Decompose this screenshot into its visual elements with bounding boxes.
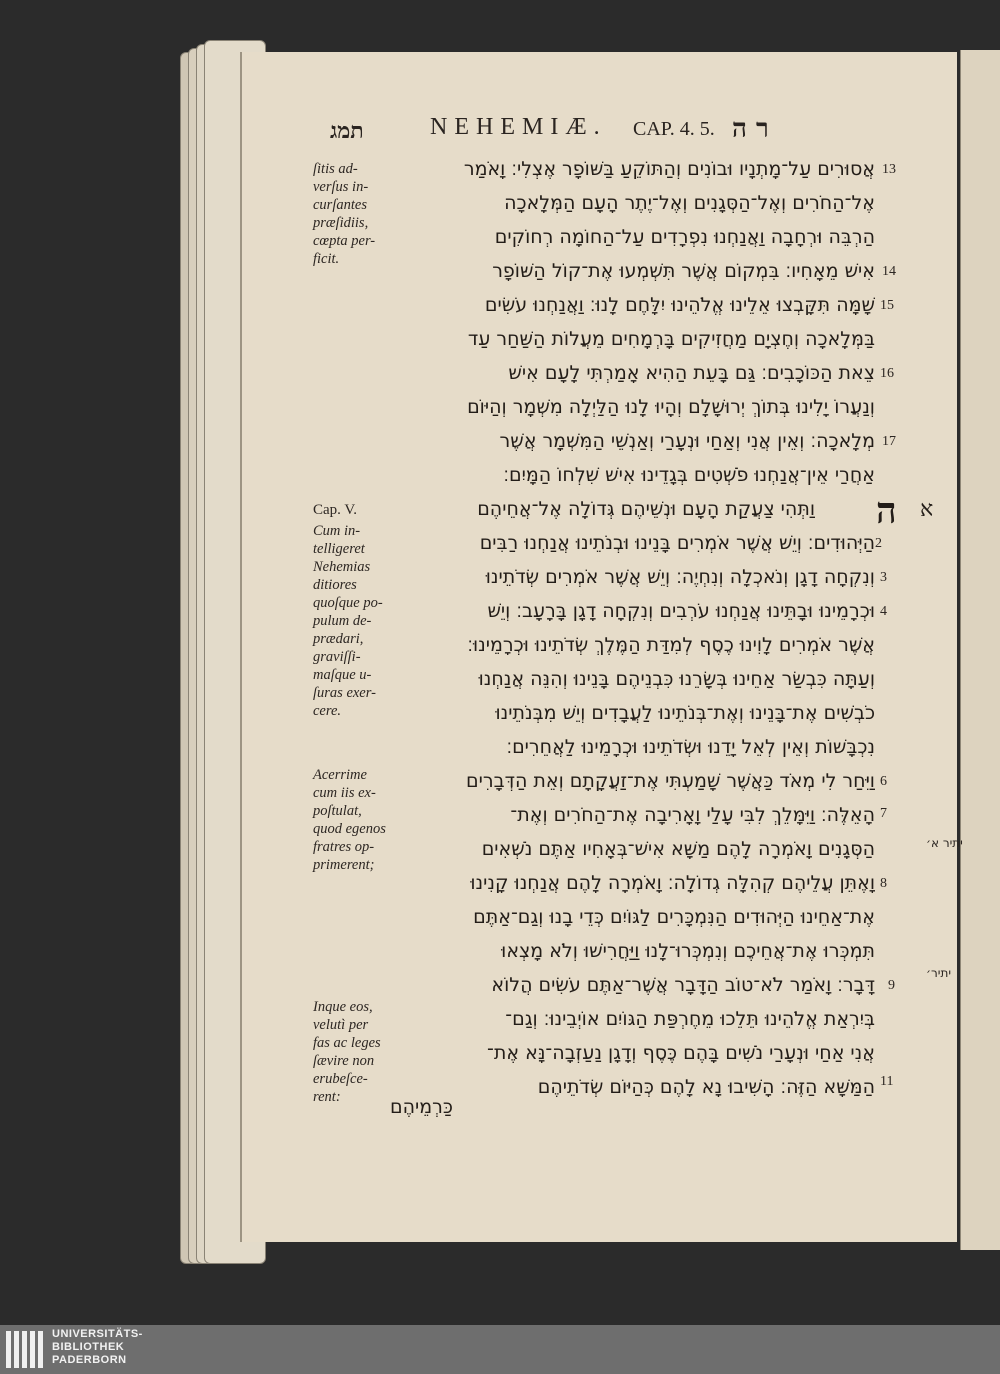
side-mark-2: יתיר׳ [926,966,952,980]
verse-number: 13 [882,162,896,177]
hebrew-line: בְּיִרְאַת אֱלֹהֵינוּ תֵּלֵכוּ מֵחֶרְפַּת הַגּוֹיִם אוֹיְבֵינוּ׃ וְגַם־ [505,1008,875,1030]
hebrew-line: הַמַּשָּׁא הַזֶּה׃ הָשִׁיבוּ נָא לָהֶם כְּהַיּוֹם שְׂדֹתֵיהֶם [537,1076,875,1098]
hebrew-line: אִישׁ מֵאָחִיו׃ בִּמְקוֹם אֲשֶׁר תִּשְׁמְעוּ אֶת־קוֹל הַשּׁוֹפָר [492,260,875,282]
margin-note-1: ſitis ad- verſus in- curſantes præſidiis, cœpta per- ficit. [313,161,376,267]
running-title: NEHEMIÆ. [430,114,607,140]
library-logo-icon [6,1331,44,1368]
chapter-initial-letter: ה [876,490,897,532]
library-footer [0,1325,1000,1374]
chapter-label: Cap. V. [313,502,358,518]
hebrew-line: הָאֵלֶּה׃ וַיִּמָּלֵךְ לִבִּי עָלַי וָאָרִיבָה אֶת־הַחֹרִים וְאֶת־ [510,804,875,826]
margin-note-2: Cum in- telligeret Nehemias ditiores quoſque po- pulum de- prædari, graviſſi- maſque u- ſuras exer- cere. [313,523,383,719]
chapter-aleph-mark: א [920,497,934,522]
hebrew-line: צֵאת הַכּוֹכָבִים׃ גַּם בָּעֵת הַהִיא אָמַרְתִּי לָעָם אִישׁ [508,362,875,384]
verse-number: 8 [880,876,887,891]
hebrew-line: וָאֶתֵּן עֲלֵיהֶם קְהִלָּה גְדוֹלָה׃ וָאֹמְרָה לָהֶם אֲנַחְנוּ קָנִינוּ [470,872,875,894]
verse-number: 4 [880,604,887,619]
logo-line-1: UNIVERSITÄTS- [52,1328,143,1340]
margin-note-4: Inque eos, velutì per fas ac leges ſævire non erubeſce- rent: [313,999,381,1105]
verse-number: 7 [880,806,887,821]
verse-number: 11 [880,1074,894,1089]
hebrew-line: כֹבְשִׁים אֶת־בָּנֵינוּ וְאֶת־בְּנֹתֵינוּ לַעֲבָדִים וְיֵשׁ מִבְּנֹתֵינוּ [495,702,875,724]
verse-number: 14 [882,264,896,279]
hebrew-line: וְעַתָּה כִּבְשַׂר אַחֵינוּ בְּשָׂרֵנוּ כִּבְנֵיהֶם בָּנֵינוּ וְהִנֵּה אֲנַחְנוּ [478,668,875,690]
hebrew-line: אֲסוּרִים עַל־מָתְנָיו וּבוֹנִים וְהַתּוֹקֵעַ בַּשּׁוֹפָר אֶצְלִי׃ וָאֹמַר [463,158,875,180]
hebrew-line: כַּרְמֵיהֶם [390,1096,453,1118]
hebrew-line: אֲנִי אַחַי וּנְעָרַי נֹשִׁים בָּהֶם כֶּסֶף וְדָגָן נַעַזְבָה־נָּא אֶת־ [487,1042,875,1064]
hebrew-line: וַיִּחַר לִי מְאֹד כַּאֲשֶׁר שָׁמַעְתִּי אֶת־זַעֲקָתָם וְאֵת הַדְּבָרִים [466,770,875,792]
hebrew-line: אַחֲרַי אֵין־אֲנַחְנוּ פֹשְׁטִים בְּגָדֵינוּ אִישׁ שִׁלְחוֹ הַמָּיִם׃ [503,464,875,486]
verse-number: 16 [880,366,894,381]
verse-number: 3 [880,570,887,585]
verse-number: 2 [875,536,882,551]
hebrew-line: וְנִקְחָה דָגָן וְנֹאכְלָה וְנִחְיֶה׃ וְיֵשׁ אֲשֶׁר אֹמְרִים שְׂדֹתֵינוּ [485,566,875,588]
hebrew-line: הַרְבֵּה וּרְחָבָה וַאֲנַחְנוּ נִפְרָדִים עַל־הַחוֹמָה רְחוֹקִים [494,226,875,248]
hebrew-line: מְלָאכָה׃ וְאֵין אֲנִי וְאַחַי וּנְעָרַי וְאַנְשֵׁי הַמִּשְׁמָר אֲשֶׁר [499,430,875,452]
hebrew-line: וּכְרָמֵינוּ וּבָתֵּינוּ אֲנַחְנוּ עֹרְבִים וְנִקְחָה דָגָן בָּרָעָב׃ וְיֵשׁ [487,600,875,622]
hebrew-line: דָּבָר׃ וָאֹמַר לֹא־טוֹב הַדָּבָר אֲשֶׁר־אַתֶּם עֹשִׂים הֲלוֹא [491,974,875,996]
chapter-reference: CAP. 4. 5. [633,118,715,140]
facing-page-edge [960,50,1000,1250]
verse-number: 6 [880,774,887,789]
hebrew-line: הַיְּהוּדִים׃ וְיֵשׁ אֲשֶׁר אֹמְרִים בָּנֵינוּ וּבְנֹתֵינוּ אֲנַחְנוּ רַבִּים [479,532,875,554]
hebrew-line: אֲשֶׁר אֹמְרִים לָוִינוּ כֶסֶף לְמִדַּת הַמֶּלֶךְ שְׂדֹתֵינוּ וּכְרָמֵינוּ׃ [467,634,875,656]
hebrew-line: אֶל־הַחֹרִים וְאֶל־הַסְּגָנִים וְאֶל־יֶתֶר הָעָם הַמְּלָאכָה [504,192,875,214]
verse-number: 9 [888,978,895,993]
hebrew-line: הַסְּגָנִים וָאֹמְרָה לָהֶם מַשָּׁא אִישׁ־בְּאָחִיו אַתֶּם נֹשְׁאִים [481,838,875,860]
margin-note-3: Acerrime cum iis ex- poſtulat, quod egenos fratres op- primerent; [313,767,386,873]
verse-number: 17 [882,434,896,449]
hebrew-line: נִכְבָּשׁוֹת וְאֵין לְאֵל יָדֵנוּ וּשְׂדֹתֵינוּ וּכְרָמֵינוּ לַאֲחֵרִים׃ [506,736,875,758]
hebrew-line: וְנַעֲרוֹ יָלִינוּ בְּתוֹךְ יְרוּשָׁלָ͏ִם וְהָיוּ לָנוּ הַלַּיְלָה מִשְׁמָר וְהַיּוֹם [467,396,875,418]
hebrew-chapter-reference: ר ה [732,114,769,144]
hebrew-line: תִּמְכְּרוּ אֶת־אֲחֵיכֶם וְנִמְכְּרוּ־לָנוּ וַיַּחֲרִישׁוּ וְלֹא מָצְאוּ [501,940,875,962]
side-mark-1: יתיר א׳ [926,836,963,850]
hebrew-line: שָׁמָּה תִּקָּבְצוּ אֵלֵינוּ אֱלֹהֵינוּ יִלָּחֶם לָנוּ׃ וַאֲנַחְנוּ עֹשִׂים [484,294,875,316]
library-logo-text [52,1328,143,1367]
folio-number: תמג [330,118,364,144]
verse-number: 15 [880,298,894,313]
hebrew-line: אֶת־אַחֵינוּ הַיְּהוּדִים הַנִּמְכָּרִים לַגּוֹיִם כְּדֵי בָנוּ וְגַם־אַתֶּם [473,906,875,928]
logo-line-3: PADERBORN [52,1354,127,1366]
logo-line-2: BIBLIOTHEK [52,1341,125,1353]
hebrew-line: בַּמְּלָאכָה וְחֶצְיָם מַחֲזִיקִים בָּרְמָחִים מֵעֲלוֹת הַשַּׁחַר עַד [467,328,875,350]
hebrew-line: וַתְּהִי צַעֲקַת הָעָם וּנְשֵׁיהֶם גְּדוֹלָה אֶל־אֲחֵיהֶם [477,498,815,520]
